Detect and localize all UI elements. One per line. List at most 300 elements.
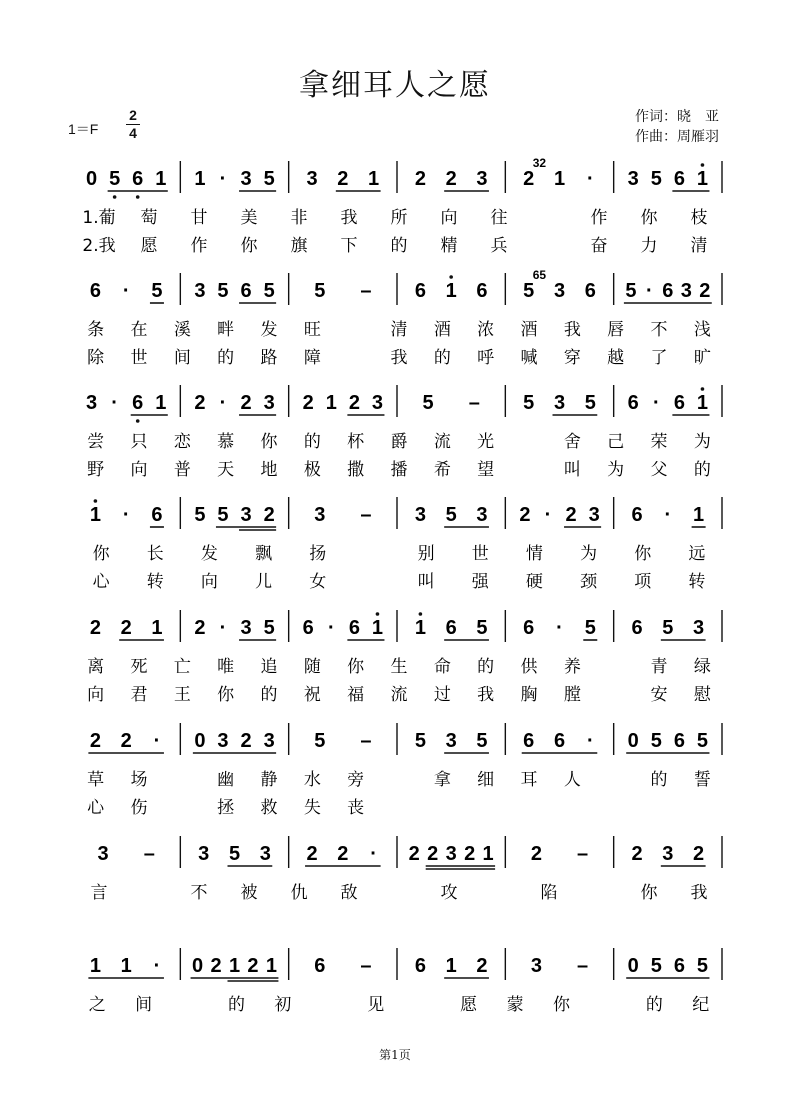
lyric-syllable: 希	[433, 460, 451, 480]
lyric-syllable: 2.我	[82, 236, 116, 256]
lyric-syllable: 下	[340, 236, 358, 256]
lyric-syllable: 你	[217, 685, 235, 705]
lyric-syllable: 向	[87, 685, 105, 705]
note: 1	[325, 392, 337, 414]
note: 2	[247, 955, 259, 977]
lyric-syllable: 播	[390, 460, 408, 480]
lyric-syllable: 叫	[563, 460, 581, 480]
lyric-syllable: 伤	[130, 798, 148, 818]
lyric-syllable: 只	[130, 432, 148, 452]
lyric-syllable: 我	[390, 348, 408, 368]
lyric-syllable: 极	[303, 460, 321, 480]
time-signature-bottom: 4	[129, 125, 137, 141]
lyric-syllable: 耳	[520, 770, 538, 790]
lyric-syllable: 除	[87, 348, 105, 368]
note: 1	[120, 955, 132, 977]
lyric-syllable: 亡	[173, 657, 191, 677]
lyric-syllable: 旁	[347, 770, 365, 790]
lyric-syllable: 你	[240, 236, 258, 256]
time-signature-top: 2	[129, 107, 137, 123]
note: 1	[414, 617, 426, 639]
note: 3	[476, 504, 488, 526]
note: 6	[631, 504, 643, 526]
note: 2	[348, 392, 360, 414]
note: ·	[370, 843, 377, 865]
high-octave-dot	[376, 612, 380, 616]
lyric-syllable: 水	[303, 770, 321, 790]
note: –	[577, 843, 589, 865]
note: 3	[680, 280, 692, 302]
lyric-syllable: 转	[146, 572, 164, 592]
note: –	[360, 504, 372, 526]
lyric-syllable: 为	[580, 544, 598, 564]
note: ·	[327, 617, 335, 639]
lyric-syllable: 障	[303, 348, 321, 368]
lyric-syllable: 酒	[520, 320, 538, 340]
note: 6	[523, 730, 535, 752]
lyric-syllable: 福	[347, 685, 365, 705]
lyric-syllable: 心	[87, 798, 105, 818]
note: 5	[263, 280, 275, 302]
note: 2	[445, 168, 457, 190]
note: 3	[627, 168, 639, 190]
note: 6	[584, 280, 596, 302]
note: 5	[217, 504, 229, 526]
lyric-syllable: 杯	[347, 432, 365, 452]
note: 3	[97, 843, 109, 865]
lyric-syllable: 静	[260, 770, 278, 790]
lyric-syllable: 旺	[303, 320, 321, 340]
note: ·	[153, 955, 161, 977]
lyric-syllable: 光	[477, 432, 495, 452]
note: 6	[673, 392, 685, 414]
high-octave-dot	[701, 387, 705, 391]
note: 1	[445, 955, 457, 977]
note: 6	[302, 617, 314, 639]
note: ·	[153, 730, 161, 752]
lyric-syllable: 浅	[693, 320, 711, 340]
lyric-syllable: 祝	[303, 685, 321, 705]
note: 5	[584, 392, 596, 414]
lyric-syllable: 安	[650, 685, 668, 705]
note: –	[577, 955, 589, 977]
note: 5	[650, 955, 662, 977]
low-octave-dot	[136, 419, 140, 423]
note: 3	[693, 617, 705, 639]
note: 2	[530, 843, 542, 865]
lyric-syllable: 飘	[255, 544, 273, 564]
note: 6	[627, 392, 639, 414]
note: ·	[122, 504, 130, 526]
note: 3	[553, 392, 566, 414]
note: 3	[259, 843, 271, 865]
lyric-syllable: 爵	[390, 432, 408, 452]
lyric-syllable: 膛	[563, 685, 581, 705]
note: 3	[240, 504, 252, 526]
note: ·	[219, 392, 227, 414]
note: 3	[263, 730, 275, 752]
lyric-syllable: 酒	[433, 320, 451, 340]
note: 1	[696, 392, 709, 414]
note: 5	[476, 730, 488, 752]
lyric-syllable: 的	[645, 995, 663, 1015]
note: 2	[519, 504, 531, 526]
lyric-syllable: 作	[590, 208, 608, 228]
note: 3	[476, 168, 488, 190]
key-signature: 1＝F	[68, 121, 99, 137]
lyric-syllable: 人	[563, 770, 581, 790]
note: 5	[650, 168, 662, 190]
note: 3	[240, 168, 252, 190]
lyric-syllable: 不	[650, 320, 668, 340]
lyric-syllable: 远	[688, 544, 706, 564]
note: 2	[476, 955, 488, 977]
grace-note: 32	[532, 156, 547, 170]
note: 2	[631, 843, 643, 865]
lyric-syllable: 情	[525, 544, 543, 564]
lyric-syllable: 扬	[309, 544, 327, 564]
lyric-syllable: 向	[440, 208, 458, 228]
lyric-syllable: 非	[290, 208, 308, 228]
note: 0	[627, 730, 639, 752]
note: ·	[544, 504, 552, 526]
lyricist-credit: 作词：晓 亚	[635, 109, 719, 125]
lyric-syllable: 草	[87, 770, 105, 790]
lyric-syllable: 见	[367, 995, 385, 1015]
lyric-syllable: 地	[260, 460, 278, 480]
lyric-syllable: 救	[260, 798, 278, 818]
lyric-syllable: 我	[690, 883, 708, 903]
note: 2	[210, 955, 222, 977]
lyric-syllable: 流	[433, 432, 451, 452]
note: 6	[240, 280, 252, 302]
lyric-syllable: 的	[477, 657, 495, 677]
note: 1	[368, 168, 380, 190]
note: 2	[427, 843, 439, 865]
note: ·	[219, 168, 227, 190]
note: 6	[348, 617, 360, 639]
note: –	[143, 843, 155, 865]
note: 1	[89, 955, 101, 977]
lyric-syllable: 离	[87, 657, 105, 677]
lyric-syllable: 路	[260, 348, 278, 368]
note: 2	[263, 504, 275, 526]
lyric-syllable: 浓	[477, 320, 495, 340]
note: 5	[523, 392, 535, 414]
lyric-syllable: 陷	[540, 883, 558, 903]
note: 2	[414, 168, 426, 190]
note: 2	[240, 730, 252, 752]
page-number: 第1页	[379, 1048, 411, 1062]
note: 3	[553, 280, 566, 302]
song-title: 拿细耳人之愿	[299, 68, 491, 103]
note: –	[468, 392, 480, 414]
note: 5	[625, 280, 637, 302]
lyric-syllable: 细	[477, 770, 495, 790]
lyric-syllable: 愿	[460, 995, 478, 1015]
lyric-syllable: 呼	[477, 348, 495, 368]
note: 2	[565, 504, 577, 526]
lyric-syllable: 美	[240, 208, 258, 228]
lyric-syllable: 项	[634, 572, 652, 592]
lyric-syllable: 作	[190, 236, 208, 256]
lyric-syllable: 幽	[217, 770, 235, 790]
lyric-syllable: 发	[200, 544, 218, 564]
lyric-syllable: 越	[607, 348, 625, 368]
lyric-syllable: 的	[260, 685, 278, 705]
lyric-syllable: 溪	[173, 320, 191, 340]
note: 2	[194, 617, 206, 639]
note: 2	[693, 843, 705, 865]
lyric-syllable: 硬	[525, 572, 543, 592]
lyric-syllable: 力	[640, 236, 658, 256]
note: 2	[120, 730, 132, 752]
lyric-syllable: 清	[690, 236, 708, 256]
note: ·	[664, 504, 672, 526]
note: ·	[219, 617, 227, 639]
lyric-syllable: 我	[340, 208, 358, 228]
note: 1	[371, 617, 384, 639]
note: 3	[414, 504, 426, 526]
note: 2	[89, 617, 101, 639]
lyric-syllable: 命	[433, 657, 451, 677]
note: 2	[523, 168, 535, 190]
note: –	[360, 955, 372, 977]
note: 0	[627, 955, 639, 977]
note: 3	[662, 843, 674, 865]
low-octave-dot	[113, 195, 117, 199]
note: 2	[240, 392, 252, 414]
note: 6	[414, 955, 426, 977]
note: 1	[155, 168, 167, 190]
lyric-syllable: 不	[190, 883, 208, 903]
lyric-syllable: 仇	[290, 883, 308, 903]
note: 3	[445, 730, 457, 752]
note: 0	[194, 730, 206, 752]
lyric-syllable: 追	[260, 657, 278, 677]
note: 3	[371, 392, 384, 414]
note: ·	[556, 617, 563, 639]
note: 6	[314, 955, 326, 977]
note: 5	[445, 504, 457, 526]
lyric-syllable: 世	[471, 544, 489, 564]
lyric-syllable: 精	[440, 236, 458, 256]
lyric-syllable: 强	[471, 572, 489, 592]
note: 1	[228, 955, 241, 977]
grace-note: 65	[532, 268, 547, 282]
high-octave-dot	[701, 163, 705, 167]
note: 2	[120, 617, 132, 639]
lyric-syllable: 在	[130, 320, 148, 340]
lyric-syllable: 你	[640, 208, 658, 228]
lyric-syllable: 过	[433, 685, 451, 705]
lyric-syllable: 发	[260, 320, 278, 340]
lyric-syllable: 唇	[607, 320, 625, 340]
lyric-syllable: 喊	[520, 348, 538, 368]
lyric-syllable: 心	[92, 572, 110, 592]
note: ·	[111, 392, 118, 414]
lyric-syllable: 你	[634, 544, 652, 564]
lyric-syllable: 场	[130, 770, 148, 790]
note: 5	[194, 504, 206, 526]
lyric-syllable: 你	[260, 432, 278, 452]
lyric-syllable: 了	[650, 348, 668, 368]
lyric-syllable: 你	[640, 883, 658, 903]
lyric-syllable: 死	[130, 657, 148, 677]
lyric-syllable: 言	[90, 883, 108, 903]
lyric-syllable: 天	[217, 460, 235, 480]
lyric-syllable: 父	[650, 460, 668, 480]
lyric-syllable: 己	[607, 432, 625, 452]
lyric-syllable: 慕	[217, 432, 235, 452]
lyric-syllable: 向	[200, 572, 218, 592]
lyric-syllable: 纪	[692, 995, 710, 1015]
note: 1	[89, 504, 101, 526]
note: 6	[132, 392, 144, 414]
note: 6	[445, 617, 457, 639]
lyric-syllable: 枝	[690, 208, 708, 228]
note: 3	[194, 280, 206, 302]
lyric-syllable: 失	[303, 798, 321, 818]
lyric-syllable: 旗	[290, 236, 308, 256]
note: 2	[408, 843, 420, 865]
lyric-syllable: 养	[563, 657, 581, 677]
lyric-syllable: 你	[92, 544, 110, 564]
lyric-syllable: 你	[553, 995, 570, 1015]
note: 2	[89, 730, 101, 752]
note: 6	[673, 955, 685, 977]
lyric-syllable: 儿	[255, 572, 273, 592]
note: 6	[631, 617, 643, 639]
lyric-syllable: 别	[417, 544, 435, 564]
lyric-syllable: 誓	[693, 770, 711, 790]
note: 5	[696, 955, 709, 977]
lyric-syllable: 的	[433, 348, 451, 368]
note: 5	[314, 280, 326, 302]
note: 1	[155, 392, 167, 414]
note: 5	[263, 617, 275, 639]
lyric-syllable: 胸	[520, 685, 538, 705]
lyric-syllable: 的	[217, 348, 235, 368]
lyric-syllable: 唯	[217, 657, 235, 677]
note: 2	[337, 843, 349, 865]
lyric-syllable: 为	[607, 460, 625, 480]
note: 2	[302, 392, 314, 414]
lyric-syllable: 慰	[693, 685, 711, 705]
note: ·	[586, 168, 594, 190]
note: 1	[693, 504, 705, 526]
note: 6	[523, 617, 535, 639]
lyric-syllable: 叫	[417, 572, 435, 592]
lyric-syllable: 王	[173, 685, 191, 705]
note: 1	[151, 617, 163, 639]
note: 1	[553, 168, 566, 190]
note: 5	[217, 280, 229, 302]
note: 2	[337, 168, 349, 190]
note: 5	[662, 617, 674, 639]
lyric-syllable: 向	[130, 460, 148, 480]
note: 6	[476, 280, 488, 302]
lyric-syllable: 尝	[87, 432, 105, 452]
note: 3	[198, 843, 210, 865]
note: 3	[240, 617, 252, 639]
lyric-syllable: 供	[520, 657, 538, 677]
lyric-syllable: 清	[390, 320, 408, 340]
note: 6	[662, 280, 674, 302]
low-octave-dot	[136, 195, 140, 199]
note: 6	[89, 280, 101, 302]
lyric-syllable: 转	[688, 572, 706, 592]
note: 1	[482, 843, 494, 865]
note: 5	[314, 730, 326, 752]
note: 0	[192, 955, 204, 977]
lyric-syllable: 我	[477, 685, 495, 705]
lyric-syllable: 的	[303, 432, 321, 452]
lyric-syllable: 1.葡	[82, 208, 116, 228]
note: 5	[263, 168, 275, 190]
composer-credit: 作曲：周雁羽	[635, 129, 719, 145]
lyric-syllable: 所	[390, 208, 408, 228]
note: 6	[673, 168, 685, 190]
lyric-syllable: 君	[130, 685, 148, 705]
note: –	[360, 280, 372, 302]
note: 5	[414, 730, 426, 752]
note: 3	[263, 392, 275, 414]
note: ·	[646, 280, 653, 302]
note: 5	[109, 168, 121, 190]
lyric-syllable: 为	[693, 432, 711, 452]
lyric-syllable: 丧	[347, 798, 365, 818]
note: 2	[699, 280, 711, 302]
note: 1	[194, 168, 206, 190]
lyric-syllable: 流	[390, 685, 408, 705]
lyric-syllable: 青	[650, 657, 668, 677]
lyric-syllable: 你	[347, 657, 365, 677]
lyric-syllable: 甘	[190, 208, 208, 228]
note: 6	[673, 730, 685, 752]
note: 5	[584, 617, 596, 639]
note: 5	[228, 843, 241, 865]
lyric-syllable: 拿	[433, 770, 451, 790]
note: 3	[314, 504, 326, 526]
lyric-syllable: 攻	[440, 883, 458, 903]
lyric-syllable: 的	[228, 995, 245, 1015]
lyric-syllable: 蒙	[506, 995, 524, 1015]
note: 6	[151, 504, 163, 526]
lyric-syllable: 往	[490, 208, 508, 228]
lyric-syllable: 世	[130, 348, 148, 368]
lyric-syllable: 兵	[490, 236, 508, 256]
lyric-syllable: 被	[240, 883, 258, 903]
note: 1	[696, 168, 709, 190]
lyric-syllable: 荣	[650, 432, 668, 452]
note: 1	[445, 280, 457, 302]
lyric-syllable: 初	[274, 995, 292, 1015]
note: 5	[476, 617, 488, 639]
note: ·	[652, 392, 660, 414]
note: 6	[553, 730, 566, 752]
lyric-syllable: 间	[173, 348, 191, 368]
note: 6	[132, 168, 144, 190]
lyric-syllable: 之	[88, 995, 106, 1015]
lyric-syllable: 生	[390, 657, 408, 677]
note: 3	[445, 843, 457, 865]
high-octave-dot	[419, 612, 423, 616]
note: 3	[588, 504, 600, 526]
note: 5	[696, 730, 709, 752]
lyric-syllable: 恋	[173, 432, 191, 452]
note: 3	[306, 168, 318, 190]
